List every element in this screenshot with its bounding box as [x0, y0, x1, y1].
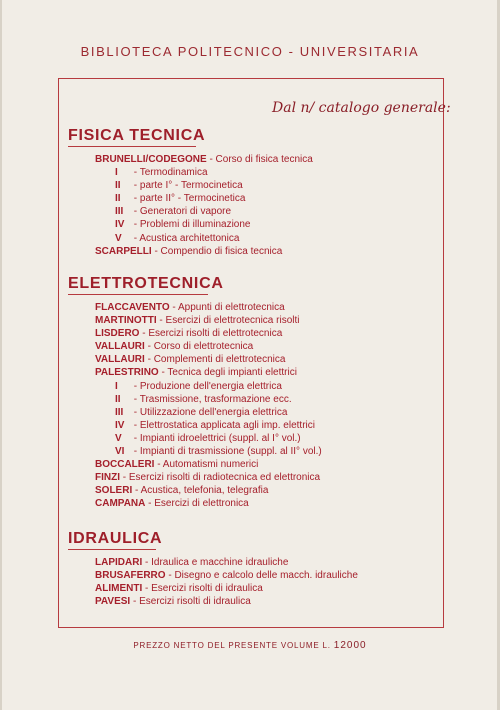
entry-title: - Tecnica degli impianti elettrici	[158, 367, 297, 379]
entry-author: CAMPANA	[95, 498, 146, 510]
entry-author: LISDERO	[95, 328, 140, 340]
library-series-title: BIBLIOTECA POLITECNICO - UNIVERSITARIA	[80, 44, 420, 59]
entry-volume-number: II	[115, 393, 121, 405]
entry-title: - Esercizi risolti di elettrotecnica	[139, 328, 283, 340]
catalog-entry	[95, 327, 476, 340]
entry-author: BOCCALERI	[95, 459, 155, 471]
entry-author: VALLAURI	[95, 341, 145, 353]
catalog-subentry	[95, 166, 476, 179]
catalog-subentry	[95, 218, 476, 231]
catalog-entry	[95, 471, 476, 484]
catalog-subentry	[95, 445, 476, 458]
entry-title: - Impianti idroelettrici (suppl. al I° vol.)	[131, 432, 301, 444]
entry-title: - Esercizi di elettrotecnica risolti	[156, 315, 300, 327]
entry-title: - Idraulica e macchine idrauliche	[142, 557, 289, 568]
catalog-entry	[95, 340, 476, 353]
entry-volume-number: V	[115, 432, 122, 444]
entry-title: - Appunti di elettrotecnica	[169, 302, 285, 313]
entry-author: FLACCAVENTO	[95, 302, 170, 313]
catalog-subentry	[95, 179, 476, 192]
catalog-subentry	[95, 232, 476, 245]
entry-author: BRUSAFERRO	[95, 570, 166, 582]
entry-title: - Problemi di illuminazione	[131, 219, 251, 231]
entry-title: - Generatori di vapore	[131, 206, 232, 218]
catalog-entry	[95, 582, 476, 595]
catalog-entry	[95, 569, 476, 582]
entry-title: - Utilizzazione dell'energia elettrica	[131, 406, 288, 418]
catalog-subentry	[95, 419, 476, 432]
entry-title: - Produzione dell'energia elettrica	[131, 380, 282, 392]
entry-author: MARTINOTTI	[95, 315, 157, 327]
section-entries-fisica-tecnica	[95, 153, 476, 258]
catalog-entry	[95, 153, 476, 166]
section-title-fisica-tecnica: FISICA TECNICA	[68, 127, 206, 144]
catalog-entry	[95, 556, 476, 569]
entry-author: SCARPELLI	[95, 245, 152, 257]
catalog-subentry	[95, 432, 476, 445]
entry-title: - Termodinamica	[131, 167, 208, 179]
entry-title: - Automatismi numerici	[154, 459, 259, 471]
section-entries-idraulica	[95, 556, 476, 608]
entry-title: - Disegno e calcolo delle macch. idrauliche	[165, 570, 358, 582]
entry-title: - Acustica architettonica	[131, 232, 240, 244]
entry-title: - Esercizi risolti di idraulica	[142, 583, 263, 595]
entry-author: BRUNELLI/CODEGONE	[95, 154, 207, 165]
price-line	[0, 640, 500, 651]
price-value: 12000	[333, 640, 367, 651]
entry-volume-number: III	[115, 406, 124, 418]
entry-title: - Esercizi risolti di radiotecnica ed elettronica	[120, 472, 321, 484]
entry-volume-number: I	[115, 167, 118, 179]
entry-title: - Impianti di trasmissione (suppl. al II° vol.)	[131, 446, 322, 458]
entry-author: PALESTRINO	[95, 367, 159, 379]
catalog-subentry	[95, 393, 476, 406]
entry-author: ALIMENTI	[95, 583, 143, 595]
entry-title: - Complementi di elettrotecnica	[144, 354, 286, 366]
entry-title: - parte I° - Termocinetica	[131, 180, 243, 192]
section-rule	[68, 294, 208, 295]
entry-title: - Corso di fisica tecnica	[206, 154, 313, 165]
catalog-entry	[95, 484, 476, 497]
price-label: PREZZO NETTO DEL PRESENTE VOLUME L.	[133, 641, 331, 650]
section-entries-elettrotecnica	[95, 301, 476, 511]
entry-volume-number: VI	[115, 446, 125, 458]
entry-title: - Esercizi risolti di idraulica	[130, 596, 251, 608]
entry-author: PAVESI	[95, 596, 131, 608]
entry-volume-number: V	[115, 232, 122, 244]
catalog-subentry	[95, 205, 476, 218]
entry-volume-number: II	[115, 180, 121, 192]
section-title-elettrotecnica: ELETTROTECNICA	[68, 275, 224, 292]
catalog-entry	[95, 458, 476, 471]
section-rule	[68, 146, 196, 147]
entry-author: SOLERI	[95, 485, 133, 497]
entry-volume-number: IV	[115, 419, 125, 431]
entry-author: LAPIDARI	[95, 557, 143, 568]
entry-title: - Corso di elettrotecnica	[144, 341, 254, 353]
entry-title: - parte II° - Termocinetica	[131, 193, 246, 205]
entry-author: FINZI	[95, 472, 120, 484]
entry-title: - Compendio di fisica tecnica	[151, 245, 283, 257]
catalog-entry	[95, 301, 476, 314]
catalog-note: Dal n/ catalogo generale:	[272, 100, 451, 116]
entry-volume-number: IV	[115, 219, 125, 231]
catalog-entry	[95, 353, 476, 366]
entry-volume-number: I	[115, 380, 118, 392]
catalog-subentry	[95, 380, 476, 393]
catalog-entry	[95, 366, 476, 379]
catalog-entry	[95, 314, 476, 327]
entry-volume-number: III	[115, 206, 124, 218]
entry-title: - Trasmissione, trasformazione ecc.	[131, 393, 292, 405]
catalog-subentry	[95, 406, 476, 419]
entry-volume-number: II	[115, 193, 121, 205]
entry-title: - Acustica, telefonia, telegrafia	[132, 485, 269, 497]
section-title-idraulica: IDRAULICA	[68, 530, 163, 547]
section-rule	[68, 549, 156, 550]
catalog-entry	[95, 595, 476, 608]
entry-title: - Elettrostatica applicata agli imp. elettrici	[131, 419, 315, 431]
catalog-entry	[95, 497, 476, 510]
catalog-entry	[95, 245, 476, 258]
catalog-subentry	[95, 192, 476, 205]
entry-author: VALLAURI	[95, 354, 145, 366]
entry-title: - Esercizi di elettronica	[145, 498, 249, 510]
